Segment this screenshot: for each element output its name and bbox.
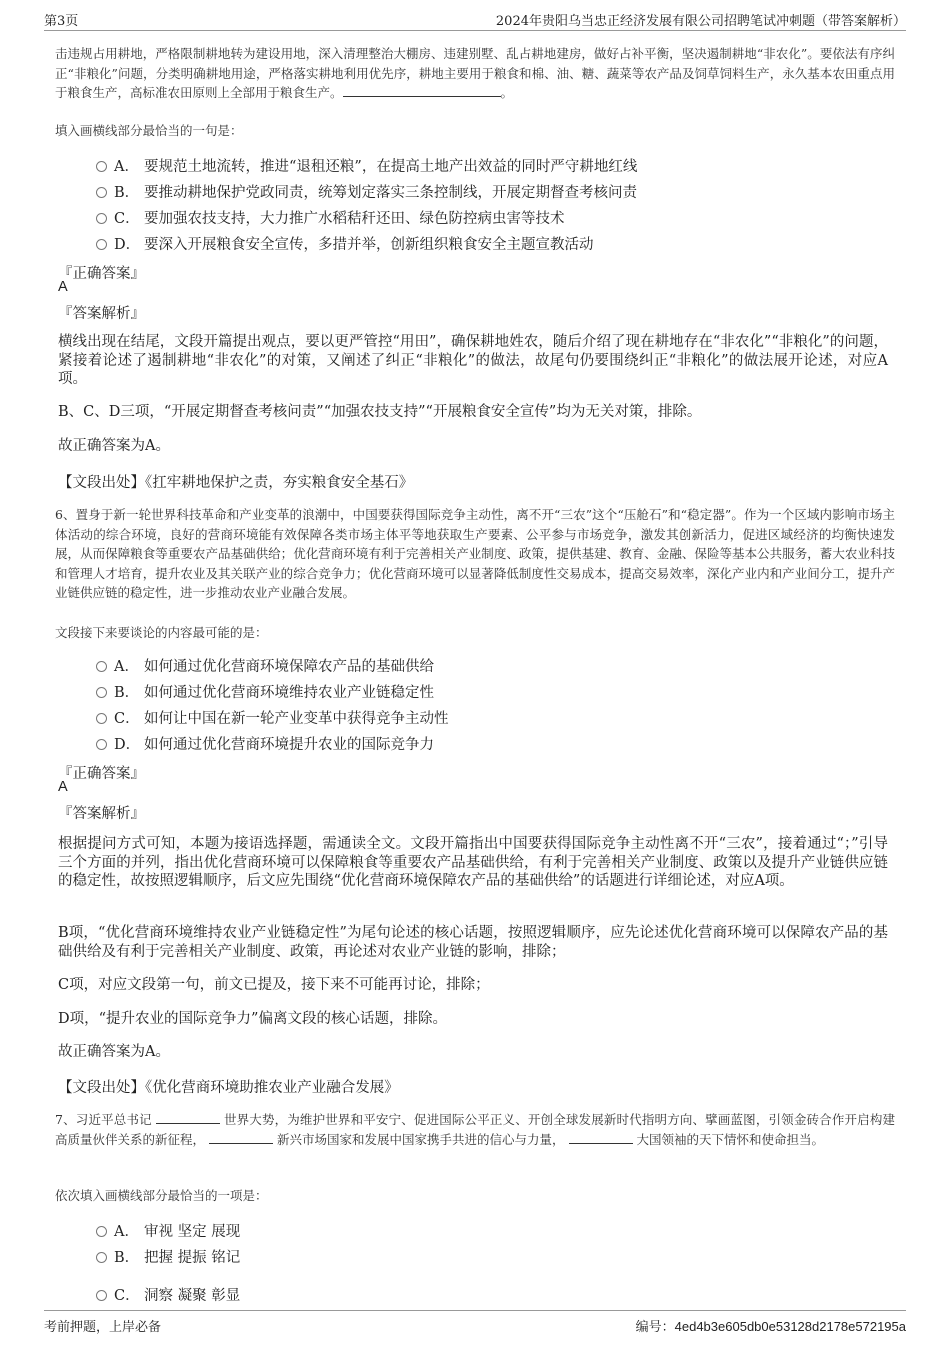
q5-option-b[interactable]: B． 要推动耕地保护党政同责，统筹划定落实三条控制线，开展定期督查考核问责 <box>96 181 637 202</box>
q6-correct-label: 『正确答案』 <box>58 766 145 782</box>
q7-option-c[interactable]: C． 洞察 凝聚 彰显 <box>96 1284 240 1305</box>
page-footer <box>44 1310 906 1335</box>
radio-icon[interactable] <box>96 213 107 224</box>
q6-passage: 6、置身于新一轮世界科技革命和产业变革的浪潮中，中国要获得国际竞争主动性，离不开“三农”这个“压舱石”和“稳定器”。作为一个区域内影响市场主体活动的综合环境，良好的营商环境能有效保障各类市场主体平等地获取生产要素、公平参与市场竞争，激发其创新活力，促进区域经济的均衡快速发展，从而保障粮食等重要农产品基础供给；优化营商环境有利于完善相关产业制度、政策，提供基建、教育、金融、保险等基本公共服务，蓄大农业科技和管理人才培育，提升农业及其关联产业的综合竞争力；优化营商环境可以显著降低制度性交易成本，提高交易效率，深化产业内和产业间分工，提升产业链供应链的稳定性，进一步推动农业产业融合发展。 <box>55 507 895 600</box>
radio-icon[interactable] <box>96 1290 107 1301</box>
q6-analysis-label: 『答案解析』 <box>58 806 145 822</box>
radio-icon[interactable] <box>96 187 107 198</box>
radio-icon[interactable] <box>96 687 107 698</box>
q6-correct-answer: A <box>58 779 68 795</box>
q6-question: 文段接下来要谈论的内容最可能的是： <box>55 625 268 640</box>
radio-icon[interactable] <box>96 713 107 724</box>
q5-option-d[interactable]: D． 要深入开展粮食安全宣传，多措并举，创新组织粮食安全主题宣教活动 <box>96 233 594 254</box>
q7-option-b[interactable]: B． 把握 提振 铭记 <box>96 1246 240 1267</box>
page-number: 第3页 <box>44 14 79 29</box>
q6-analysis-4: D项，“提升农业的国际竞争力”偏离文段的核心话题，排除。 <box>58 1011 447 1027</box>
radio-icon[interactable] <box>96 1252 107 1263</box>
q6-analysis-5: 故正确答案为A。 <box>58 1044 170 1060</box>
q5-correct-label: 『正确答案』 <box>58 266 145 282</box>
q5-option-c[interactable]: C． 要加强农技支持，大力推广水稻秸秆还田、绿色防控病虫害等技术 <box>96 207 565 228</box>
q5-analysis-label: 『答案解析』 <box>58 306 145 322</box>
radio-icon[interactable] <box>96 161 107 172</box>
q5-correct-answer: A <box>58 279 68 295</box>
q5-passage: 击违规占用耕地，严格限制耕地转为建设用地，深入清理整治大棚房、违建别墅、乱占耕地建房，做好占补平衡，坚决遏制耕地“非农化”。要依法有序纠正“非粮化”问题，分类明确耕地用途，严格落实耕地利用优先序，耕地主要用于粮食和棉、油、糖、蔬菜等农产品及饲草饲料生产，永久基本农田重点用于粮食生产，高标准农田原则上全部用于粮食生产。 。 <box>55 46 895 100</box>
q7-blank-3 <box>569 1131 633 1144</box>
q6-option-a[interactable]: A． 如何通过优化营商环境保障农产品的基础供给 <box>96 655 434 676</box>
q7-option-a[interactable]: A． 审视 坚定 展现 <box>96 1220 240 1241</box>
q5-analysis-1: 横线出现在结尾，文段开篇提出观点，要以更严管控“用田”，确保耕地姓农，随后介绍了现在耕地存在“非农化”“非粮化”的问题，紧接着论述了遏制耕地“非农化”的对策，又阐述了纠正“非粮化”的做法，故尾句仍要围绕纠正“非粮化”的做法展开论述，对应A项。 <box>58 334 888 387</box>
q5-question: 填入画横线部分最恰当的一句是： <box>55 123 243 138</box>
q6-option-b[interactable]: B． 如何通过优化营商环境维持农业产业链稳定性 <box>96 681 434 702</box>
radio-icon[interactable] <box>96 1226 107 1237</box>
page-header <box>44 8 906 31</box>
q5-analysis-3: 故正确答案为A。 <box>58 438 170 454</box>
q5-blank <box>343 84 501 97</box>
q6-analysis-1: 根据提问方式可知，本题为接语选择题，需通读全文。文段开篇指出中国要获得国际竞争主动性离不开“三农”，接着通过“；”引导三个方面的并列，指出优化营商环境可以保障粮食等重要农产品基础供给，有利于完善相关产业制度、政策以及提升产业链供应链的稳定性，故按照逻辑顺序，后文应先围绕“优化营商环境保障农产品的基础供给”的话题进行详细论述，对应A项。 <box>58 836 888 889</box>
q6-source: 【文段出处】《优化营商环境助推农业产业融合发展》 <box>58 1080 399 1096</box>
q6-option-d[interactable]: D． 如何通过优化营商环境提升农业的国际竞争力 <box>96 733 434 754</box>
radio-icon[interactable] <box>96 239 107 250</box>
q5-analysis-2: B、C、D三项，“开展定期督查考核问责”“加强农技支持”“开展粮食安全宣传”均为无关对策，排除。 <box>58 404 702 420</box>
radio-icon[interactable] <box>96 739 107 750</box>
q7-question: 依次填入画横线部分最恰当的一项是： <box>55 1188 268 1203</box>
q7-blank-1 <box>156 1111 220 1124</box>
q5-option-a[interactable]: A． 要规范土地流转，推进“退租还粮”，在提高土地产出效益的同时严守耕地红线 <box>96 155 637 176</box>
radio-icon[interactable] <box>96 661 107 672</box>
q6-analysis-3: C项，对应文段第一句，前文已提及，接下来不可能再讨论，排除； <box>58 977 490 993</box>
footer-slogan: 考前押题，上岸必备 <box>44 1320 162 1335</box>
q6-option-c[interactable]: C． 如何让中国在新一轮产业变革中获得竞争主动性 <box>96 707 449 728</box>
q5-source: 【文段出处】《扛牢耕地保护之责，夯实粮食安全基石》 <box>58 475 414 491</box>
q7-blank-2 <box>209 1131 273 1144</box>
q6-analysis-2: B项，“优化营商环境维持农业产业链稳定性”为尾句论述的核心话题，按照逻辑顺序，应先论述优化营商环境可以保障农产品的基础供给及有利于完善相关产业制度、政策，再论述对农业产业链的影响，排除； <box>58 925 888 960</box>
document-code: 编号：4ed4b3e605db0e53128d2178e572195a <box>635 1319 906 1335</box>
q7-passage: 7、习近平总书记 世界大势，为维护世界和平安宁、促进国际公平正义、开创全球发展新时代指明方向、擘画蓝图，引领金砖合作开启构建高质量伙伴关系的新征程， 新兴市场国家和发展中国家携手共进的信心与力量， 大国领袖的天下情怀和使命担当。 <box>55 1112 895 1147</box>
document-title: 2024年贵阳乌当忠正经济发展有限公司招聘笔试冲刺题（带答案解析） <box>495 14 906 29</box>
